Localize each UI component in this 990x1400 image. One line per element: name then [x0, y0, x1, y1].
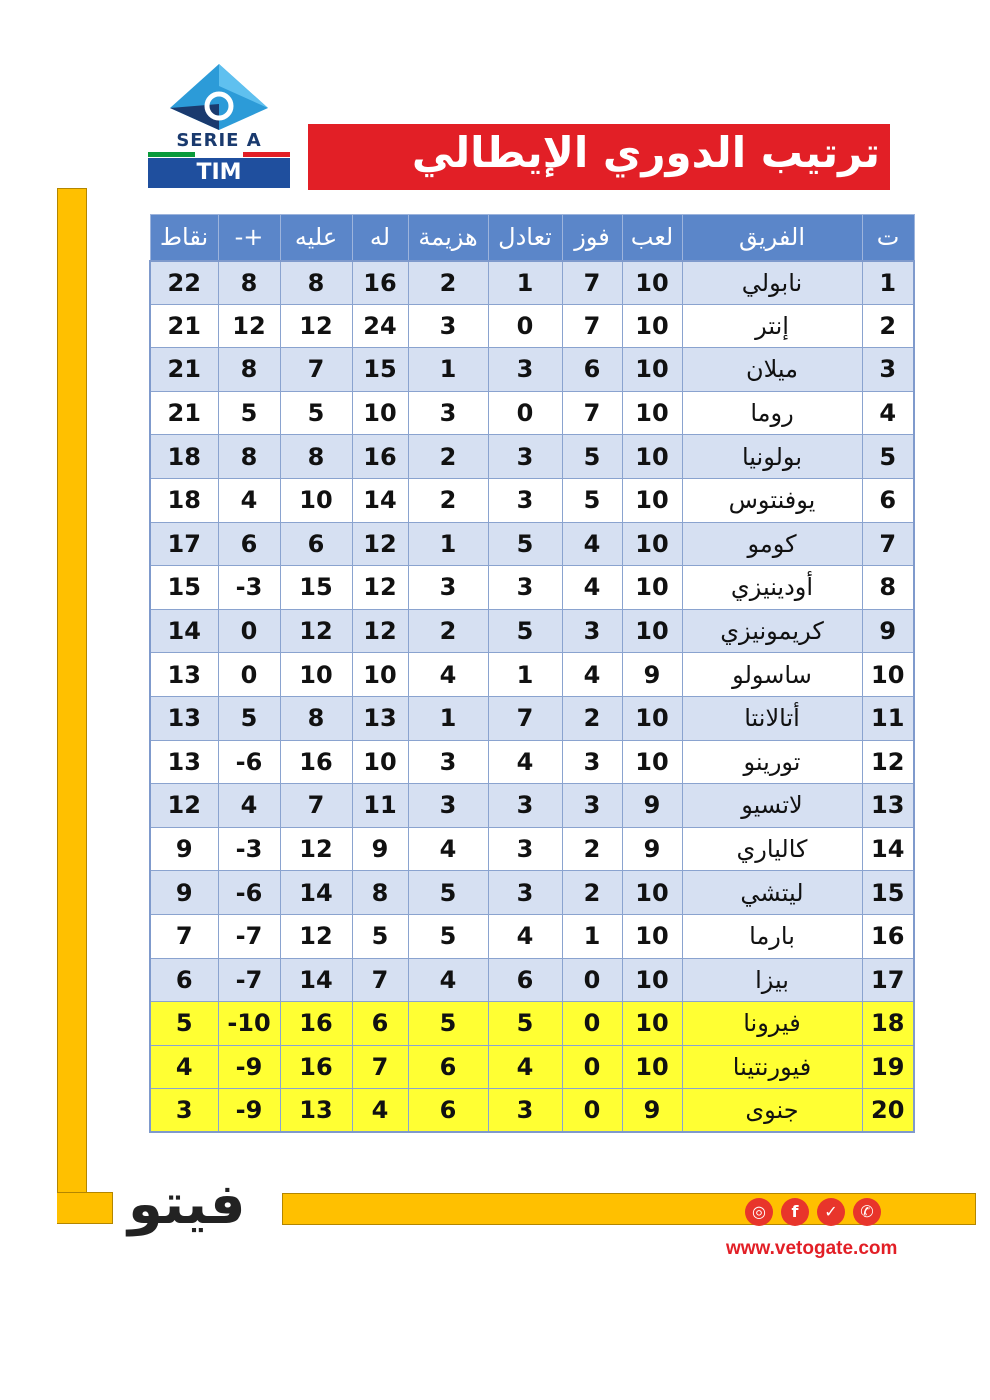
cell-played: 10	[622, 348, 682, 392]
cell-rank: 5	[862, 435, 914, 479]
cell-points: 13	[150, 696, 218, 740]
cell-lost: 5	[408, 914, 488, 958]
serie-a-logo	[148, 64, 290, 188]
cell-goal-difference: 8	[218, 348, 280, 392]
cell-played: 10	[622, 391, 682, 435]
facebook-icon[interactable]: f	[781, 1198, 809, 1226]
cell-drawn: 5	[488, 609, 562, 653]
table-row	[150, 1002, 914, 1046]
cell-points: 21	[150, 391, 218, 435]
cell-drawn: 3	[488, 871, 562, 915]
cell-goals-against: 16	[280, 740, 352, 784]
cell-points: 14	[150, 609, 218, 653]
table-row	[150, 522, 914, 566]
cell-goals-against: 8	[280, 696, 352, 740]
cell-drawn: 7	[488, 696, 562, 740]
cell-goals-against: 13	[280, 1089, 352, 1133]
table-row	[150, 1045, 914, 1089]
cell-rank: 6	[862, 478, 914, 522]
header-goals-for: له	[352, 215, 408, 261]
cell-rank: 4	[862, 391, 914, 435]
cell-played: 9	[622, 653, 682, 697]
cell-goal-difference: -10	[218, 1002, 280, 1046]
cell-played: 10	[622, 740, 682, 784]
table-row	[150, 696, 914, 740]
cell-points: 21	[150, 304, 218, 348]
cell-won: 7	[562, 391, 622, 435]
cell-won: 0	[562, 958, 622, 1002]
cell-drawn: 3	[488, 784, 562, 828]
cell-goals-for: 24	[352, 304, 408, 348]
cell-goals-against: 12	[280, 304, 352, 348]
cell-goals-against: 5	[280, 391, 352, 435]
cell-goals-for: 9	[352, 827, 408, 871]
cell-played: 10	[622, 522, 682, 566]
cell-rank: 2	[862, 304, 914, 348]
cell-goal-difference: 8	[218, 435, 280, 479]
cell-goals-against: 16	[280, 1002, 352, 1046]
cell-goal-difference: 5	[218, 696, 280, 740]
cell-team: أتالانتا	[682, 696, 862, 740]
cell-rank: 13	[862, 784, 914, 828]
cell-goal-difference: -6	[218, 871, 280, 915]
header-drawn: تعادل	[488, 215, 562, 261]
cell-goals-against: 16	[280, 1045, 352, 1089]
cell-points: 12	[150, 784, 218, 828]
cell-goals-against: 8	[280, 435, 352, 479]
cell-goal-difference: 8	[218, 261, 280, 305]
cell-goals-for: 7	[352, 958, 408, 1002]
header-played: لعب	[622, 215, 682, 261]
table-row	[150, 348, 914, 392]
header-team: الفريق	[682, 215, 862, 261]
table-row	[150, 914, 914, 958]
cell-rank: 7	[862, 522, 914, 566]
cell-lost: 2	[408, 435, 488, 479]
cell-lost: 2	[408, 478, 488, 522]
cell-goal-difference: 0	[218, 609, 280, 653]
cell-drawn: 3	[488, 827, 562, 871]
cell-points: 15	[150, 566, 218, 610]
cell-goals-against: 10	[280, 478, 352, 522]
table-row	[150, 958, 914, 1002]
table-header-row	[150, 215, 914, 261]
cell-rank: 15	[862, 871, 914, 915]
cell-points: 18	[150, 478, 218, 522]
cell-team: ساسولو	[682, 653, 862, 697]
cell-won: 1	[562, 914, 622, 958]
cell-lost: 6	[408, 1089, 488, 1133]
cell-points: 3	[150, 1089, 218, 1133]
cell-lost: 3	[408, 566, 488, 610]
logo-title: SERIE A	[176, 130, 262, 151]
cell-goal-difference: -9	[218, 1045, 280, 1089]
cell-played: 10	[622, 478, 682, 522]
cell-goals-for: 7	[352, 1045, 408, 1089]
cell-goal-difference: -7	[218, 958, 280, 1002]
cell-team: ميلان	[682, 348, 862, 392]
cell-goals-against: 15	[280, 566, 352, 610]
website-url[interactable]: www.vetogate.com	[726, 1238, 898, 1259]
cell-goals-against: 6	[280, 522, 352, 566]
cell-goals-against: 7	[280, 784, 352, 828]
cell-won: 4	[562, 522, 622, 566]
header-rank: ت	[862, 215, 914, 261]
cell-points: 18	[150, 435, 218, 479]
cell-team: روما	[682, 391, 862, 435]
cell-drawn: 4	[488, 914, 562, 958]
cell-played: 10	[622, 958, 682, 1002]
cell-goal-difference: 4	[218, 478, 280, 522]
cell-goal-difference: 5	[218, 391, 280, 435]
cell-drawn: 0	[488, 304, 562, 348]
cell-won: 2	[562, 827, 622, 871]
cell-rank: 12	[862, 740, 914, 784]
cell-goals-against: 8	[280, 261, 352, 305]
cell-goal-difference: -9	[218, 1089, 280, 1133]
cell-points: 7	[150, 914, 218, 958]
cell-won: 2	[562, 871, 622, 915]
cell-goals-for: 6	[352, 1002, 408, 1046]
cell-drawn: 3	[488, 1089, 562, 1133]
cell-points: 13	[150, 740, 218, 784]
cell-points: 5	[150, 1002, 218, 1046]
social-icons	[745, 1198, 881, 1228]
cell-played: 10	[622, 609, 682, 653]
header-goal-difference: +-	[218, 215, 280, 261]
header-won: فوز	[562, 215, 622, 261]
cell-goal-difference: -3	[218, 566, 280, 610]
cell-rank: 1	[862, 261, 914, 305]
cell-drawn: 5	[488, 1002, 562, 1046]
cell-won: 7	[562, 304, 622, 348]
cell-goal-difference: -3	[218, 827, 280, 871]
veto-logo	[128, 1172, 268, 1242]
cell-lost: 2	[408, 609, 488, 653]
cell-goals-for: 12	[352, 522, 408, 566]
cell-played: 10	[622, 435, 682, 479]
cell-goals-for: 5	[352, 914, 408, 958]
table-row	[150, 653, 914, 697]
cell-goals-against: 14	[280, 958, 352, 1002]
cell-rank: 16	[862, 914, 914, 958]
cell-rank: 11	[862, 696, 914, 740]
cell-team: فيرونا	[682, 1002, 862, 1046]
cell-played: 10	[622, 696, 682, 740]
cell-rank: 19	[862, 1045, 914, 1089]
cell-won: 5	[562, 478, 622, 522]
frame-foot-bar	[57, 1192, 113, 1224]
cell-won: 0	[562, 1089, 622, 1133]
cell-goals-for: 10	[352, 391, 408, 435]
standings-table	[149, 214, 915, 1133]
cell-goals-for: 14	[352, 478, 408, 522]
cell-played: 10	[622, 304, 682, 348]
table-row	[150, 478, 914, 522]
cell-points: 6	[150, 958, 218, 1002]
cell-team: ليتشي	[682, 871, 862, 915]
cell-lost: 2	[408, 261, 488, 305]
cell-rank: 14	[862, 827, 914, 871]
cell-lost: 1	[408, 522, 488, 566]
logo-sponsor: TIM	[148, 158, 290, 188]
cell-goals-for: 11	[352, 784, 408, 828]
header-goals-against: عليه	[280, 215, 352, 261]
cell-won: 3	[562, 609, 622, 653]
table-row	[150, 871, 914, 915]
cell-played: 9	[622, 1089, 682, 1133]
cell-goal-difference: 4	[218, 784, 280, 828]
cell-goal-difference: 12	[218, 304, 280, 348]
cell-lost: 3	[408, 304, 488, 348]
cell-goals-for: 10	[352, 653, 408, 697]
cell-team: لاتسيو	[682, 784, 862, 828]
cell-drawn: 3	[488, 478, 562, 522]
cell-won: 4	[562, 566, 622, 610]
cell-rank: 9	[862, 609, 914, 653]
table-row	[150, 391, 914, 435]
cell-won: 5	[562, 435, 622, 479]
cell-team: بارما	[682, 914, 862, 958]
cell-goal-difference: 0	[218, 653, 280, 697]
cell-drawn: 3	[488, 566, 562, 610]
italian-flag-stripe	[148, 152, 290, 157]
cell-goals-against: 12	[280, 914, 352, 958]
table-row	[150, 609, 914, 653]
cell-lost: 5	[408, 1002, 488, 1046]
cell-goals-for: 16	[352, 261, 408, 305]
cell-team: إنتر	[682, 304, 862, 348]
cell-drawn: 3	[488, 435, 562, 479]
frame-left-bar	[57, 188, 87, 1224]
cell-drawn: 1	[488, 653, 562, 697]
cell-lost: 4	[408, 827, 488, 871]
cell-drawn: 5	[488, 522, 562, 566]
cell-team: جنوى	[682, 1089, 862, 1133]
header-points: نقاط	[150, 215, 218, 261]
whatsapp-icon[interactable]: ✆	[853, 1198, 881, 1226]
instagram-icon[interactable]: ◎	[745, 1198, 773, 1226]
cell-goals-for: 13	[352, 696, 408, 740]
cell-drawn: 4	[488, 740, 562, 784]
cell-team: فيورنتينا	[682, 1045, 862, 1089]
cell-goals-against: 12	[280, 609, 352, 653]
cell-points: 13	[150, 653, 218, 697]
cell-rank: 18	[862, 1002, 914, 1046]
cell-team: بيزا	[682, 958, 862, 1002]
cell-goals-for: 8	[352, 871, 408, 915]
cell-team: تورينو	[682, 740, 862, 784]
cell-drawn: 4	[488, 1045, 562, 1089]
cell-rank: 3	[862, 348, 914, 392]
cell-goals-against: 7	[280, 348, 352, 392]
cell-goals-for: 4	[352, 1089, 408, 1133]
cell-goals-against: 14	[280, 871, 352, 915]
cell-won: 4	[562, 653, 622, 697]
cell-team: كالياري	[682, 827, 862, 871]
table-row	[150, 435, 914, 479]
cell-won: 6	[562, 348, 622, 392]
cell-goals-for: 15	[352, 348, 408, 392]
table-row	[150, 304, 914, 348]
cell-team: يوفنتوس	[682, 478, 862, 522]
cell-played: 10	[622, 871, 682, 915]
cell-goals-for: 10	[352, 740, 408, 784]
table-row	[150, 740, 914, 784]
cell-lost: 3	[408, 391, 488, 435]
cell-points: 21	[150, 348, 218, 392]
cell-rank: 8	[862, 566, 914, 610]
cell-goals-against: 10	[280, 653, 352, 697]
serie-a-shield-icon	[170, 64, 268, 130]
cell-goals-for: 16	[352, 435, 408, 479]
cell-won: 7	[562, 261, 622, 305]
cell-lost: 6	[408, 1045, 488, 1089]
cell-goals-against: 12	[280, 827, 352, 871]
cell-played: 10	[622, 914, 682, 958]
cell-drawn: 3	[488, 348, 562, 392]
title-banner	[308, 124, 890, 190]
cell-team: نابولي	[682, 261, 862, 305]
cell-drawn: 6	[488, 958, 562, 1002]
table-row	[150, 784, 914, 828]
cell-points: 17	[150, 522, 218, 566]
cell-played: 9	[622, 827, 682, 871]
cell-team: أودينيزي	[682, 566, 862, 610]
cell-won: 0	[562, 1045, 622, 1089]
cell-won: 3	[562, 740, 622, 784]
cell-drawn: 1	[488, 261, 562, 305]
cell-played: 9	[622, 784, 682, 828]
cell-team: كريمونيزي	[682, 609, 862, 653]
standings-body	[150, 261, 914, 1133]
cell-points: 9	[150, 871, 218, 915]
table-row	[150, 1089, 914, 1133]
page-title: ترتيب الدوري الإيطالي	[411, 128, 880, 177]
cell-won: 3	[562, 784, 622, 828]
cell-points: 4	[150, 1045, 218, 1089]
table-row	[150, 566, 914, 610]
cell-points: 9	[150, 827, 218, 871]
brand-name: فيتو	[128, 1172, 246, 1237]
cell-goals-for: 12	[352, 566, 408, 610]
cell-lost: 4	[408, 958, 488, 1002]
cell-rank: 10	[862, 653, 914, 697]
header-lost: هزيمة	[408, 215, 488, 261]
cell-won: 0	[562, 1002, 622, 1046]
cell-lost: 1	[408, 696, 488, 740]
cell-goals-for: 12	[352, 609, 408, 653]
cell-lost: 5	[408, 871, 488, 915]
cell-goal-difference: -7	[218, 914, 280, 958]
cell-lost: 4	[408, 653, 488, 697]
cell-played: 10	[622, 1002, 682, 1046]
cell-drawn: 0	[488, 391, 562, 435]
cell-rank: 17	[862, 958, 914, 1002]
cell-points: 22	[150, 261, 218, 305]
table-row	[150, 261, 914, 305]
twitter-icon[interactable]: ✓	[817, 1198, 845, 1226]
cell-team: بولونيا	[682, 435, 862, 479]
cell-goal-difference: -6	[218, 740, 280, 784]
cell-won: 2	[562, 696, 622, 740]
cell-lost: 1	[408, 348, 488, 392]
cell-team: كومو	[682, 522, 862, 566]
cell-played: 10	[622, 1045, 682, 1089]
cell-rank: 20	[862, 1089, 914, 1133]
cell-played: 10	[622, 566, 682, 610]
cell-lost: 3	[408, 784, 488, 828]
table-row	[150, 827, 914, 871]
cell-played: 10	[622, 261, 682, 305]
cell-goal-difference: 6	[218, 522, 280, 566]
cell-lost: 3	[408, 740, 488, 784]
